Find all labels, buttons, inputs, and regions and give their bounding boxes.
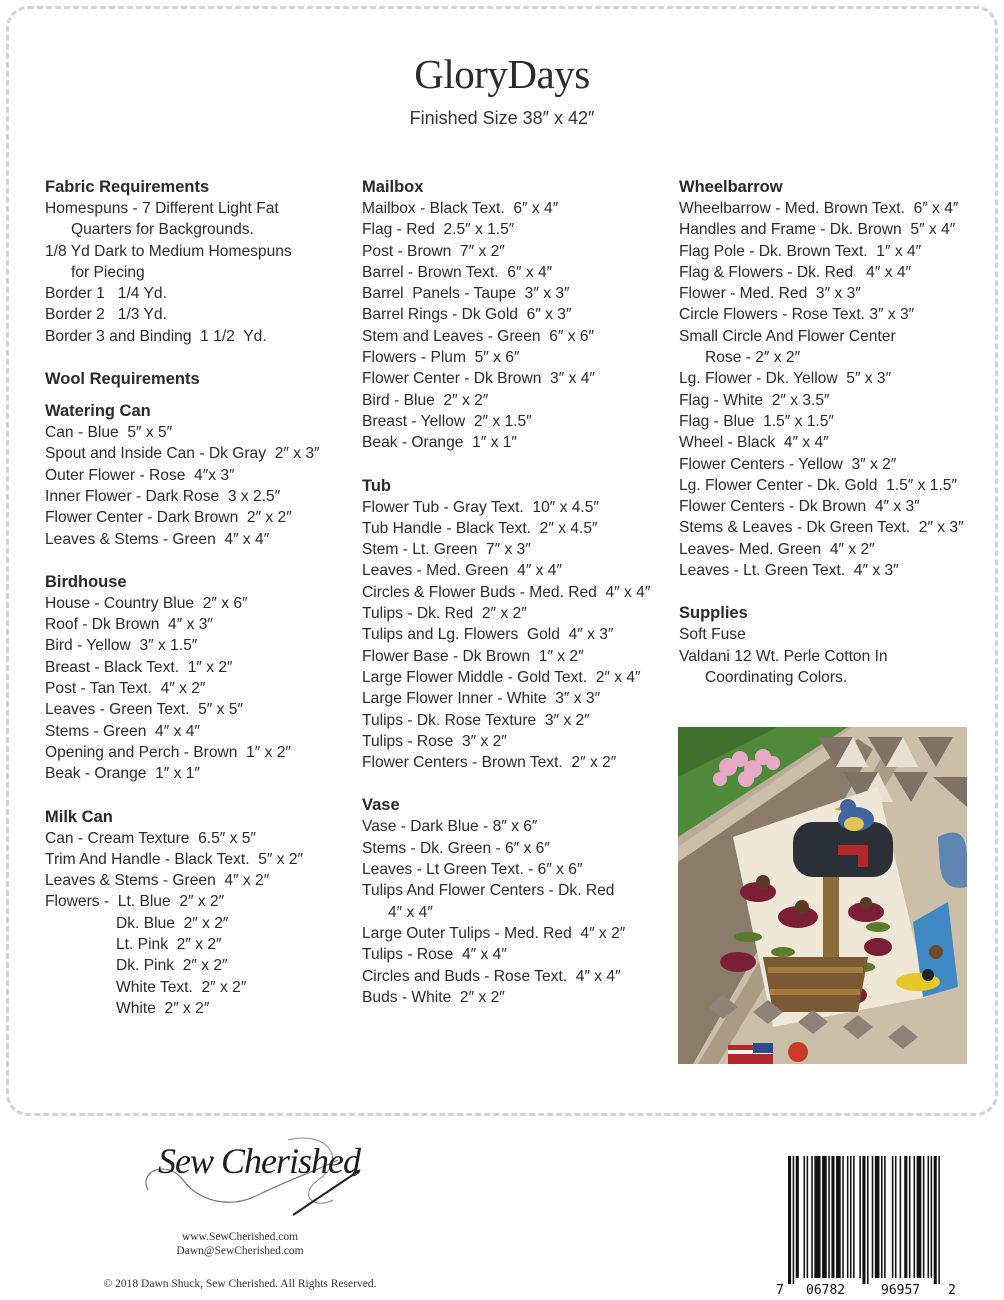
requirement-line: Large Outer Tulips - Med. Red 4″ x 2″: [362, 924, 626, 942]
pattern-title: GloryDays: [414, 51, 590, 97]
barcode-bar: [796, 1156, 799, 1278]
requirement-line: Stems & Leaves - Dk Green Text. 2″ x 3″: [679, 519, 964, 537]
barcode-digits-right: 96957: [881, 1283, 921, 1296]
requirement-line: Flowers - Lt. Blue 2″ x 2″: [45, 893, 225, 911]
barcode-bar: [904, 1156, 907, 1278]
requirement-line: Tulips And Flower Centers - Dk. Red: [362, 882, 615, 900]
requirement-line: Stem - Lt. Green 7″ x 3″: [362, 541, 531, 559]
section-heading: Fabric Requirements: [45, 178, 210, 196]
barcode-bar: [931, 1156, 933, 1278]
barcode-digits-check: 2: [948, 1283, 956, 1296]
requirement-line: Barrel Rings - Dk Gold 6″ x 3″: [362, 306, 572, 324]
upc-barcode: [776, 1156, 996, 1296]
requirement-line: Wheelbarrow - Med. Brown Text. 6″ x 4″: [679, 200, 959, 217]
barcode-bar: [917, 1156, 922, 1278]
requirement-line: Flower Tub - Gray Text. 10″ x 4.5″: [362, 498, 599, 516]
section-heading: Birdhouse: [45, 572, 127, 591]
requirement-line: Circle Flowers - Rose Text. 3″ x 3″: [679, 306, 915, 324]
requirement-line: Border 2 1/3 Yd.: [45, 306, 167, 324]
requirement-line: Wheel - Black 4″ x 4″: [679, 434, 829, 452]
requirement-line: Flower Center - Dk Brown 3″ x 4″: [362, 370, 595, 388]
requirement-line: Leaves - Lt Green Text. - 6″ x 6″: [362, 861, 583, 879]
barcode-bars: [776, 1156, 996, 1296]
section-birdhouse: [45, 571, 355, 785]
barcode-bar: [859, 1156, 861, 1278]
requirement-line: Spout and Inside Can - Dk Gray 2″ x 3″: [45, 445, 320, 463]
column-right: [679, 176, 989, 709]
requirement-line: Coordinating Colors.: [705, 668, 848, 686]
logo-text: Sew Cherished: [158, 1141, 360, 1181]
requirement-line: Leaves - Lt. Green Text. 4″ x 3″: [679, 562, 899, 580]
section-heading: Wool Requirements: [45, 370, 200, 389]
barcode-digits-left: 06782: [806, 1283, 846, 1296]
copyright-notice: © 2018 Dawn Shuck, Sew Cherished. All Rights Reserved.: [103, 1278, 377, 1290]
barcode-bar: [867, 1156, 869, 1284]
requirement-line: Border 1 1/4 Yd.: [45, 285, 167, 303]
requirement-line: Lg. Flower - Dk. Yellow 5″ x 3″: [679, 370, 892, 388]
requirement-line: Flag - White 2″ x 3.5″: [679, 391, 830, 409]
requirement-line: Roof - Dk Brown 4″ x 3″: [45, 616, 213, 634]
barcode-bar: [828, 1156, 830, 1278]
requirement-line: Large Flower Middle - Gold Text. 2″ x 4″: [362, 668, 641, 686]
website-link[interactable]: www.SewCherished.com: [181, 1231, 299, 1243]
barcode-bar: [807, 1156, 809, 1278]
barcode-bar: [836, 1156, 841, 1278]
requirement-line: Breast - Black Text. 1″ x 2″: [45, 658, 233, 676]
requirement-line: for Piecing: [71, 263, 145, 281]
requirement-line: 1/8 Yd Dark to Medium Homespuns: [45, 242, 292, 260]
requirement-line: House - Country Blue 2″ x 6″: [45, 594, 248, 612]
requirement-line: Leaves & Stems - Green 4″ x 4″: [45, 530, 270, 548]
requirement-line: Homespuns - 7 Different Light Fat: [45, 200, 279, 217]
barcode-bar: [850, 1156, 852, 1278]
barcode-bar: [900, 1156, 902, 1278]
requirement-line: Post - Tan Text. 4″ x 2″: [45, 680, 206, 698]
section-heading: Wheelbarrow: [679, 178, 783, 196]
requirement-line: Lg. Flower Center - Dk. Gold 1.5″ x 1.5″: [679, 476, 957, 494]
requirement-line: Flag - Red 2.5″ x 1.5″: [362, 221, 515, 239]
barcode-bar: [793, 1156, 795, 1284]
barcode-bar: [814, 1156, 820, 1278]
quilt-photo-illustration: [678, 727, 967, 1064]
finished-size: Finished Size 38″ x 42″: [409, 108, 595, 128]
section-subheading: Watering Can: [45, 402, 151, 421]
requirement-line: 4″ x 4″: [388, 903, 433, 921]
section-tub: [362, 475, 672, 774]
requirement-line: White 2″ x 2″: [116, 999, 210, 1017]
section-wool-requirements: [45, 368, 355, 550]
requirement-line: Inner Flower - Dark Rose 3 x 2.5″: [45, 487, 281, 505]
requirement-line: Flag & Flowers - Dk. Red 4″ x 4″: [679, 263, 912, 281]
requirement-line: Tub Handle - Black Text. 2″ x 4.5″: [362, 519, 598, 537]
section-heading: Mailbox: [362, 178, 424, 196]
barcode-bar: [804, 1156, 806, 1278]
barcode-bar: [872, 1156, 874, 1278]
section-vase: [362, 794, 672, 1008]
requirement-line: Flower - Med. Red 3″ x 3″: [679, 285, 861, 303]
column-left: [45, 176, 355, 1040]
requirement-line: Bird - Blue 2″ x 2″: [362, 391, 489, 409]
requirement-line: Post - Brown 7″ x 2″: [362, 242, 505, 260]
barcode-bar: [853, 1156, 855, 1278]
requirement-line: Flag Pole - Dk. Brown Text. 1″ x 4″: [679, 242, 922, 260]
requirement-line: Circles & Flower Buds - Med. Red 4″ x 4″: [362, 583, 651, 601]
requirement-line: Tulips - Rose 3″ x 2″: [362, 732, 507, 750]
requirement-line: Lt. Pink 2″ x 2″: [116, 936, 222, 954]
requirement-line: Mailbox - Black Text. 6″ x 4″: [362, 200, 559, 217]
section-heading: Tub: [362, 476, 392, 495]
requirement-line: Barrel - Brown Text. 6″ x 4″: [362, 263, 553, 281]
requirement-line: Valdani 12 Wt. Perle Cotton In: [679, 647, 888, 665]
section-supplies: [679, 602, 989, 688]
barcode-bar: [811, 1156, 813, 1278]
requirement-line: Outer Flower - Rose 4″x 3″: [45, 466, 235, 484]
barcode-bar: [881, 1156, 883, 1278]
sew-cherished-logo: [138, 1130, 368, 1220]
barcode-bar: [831, 1156, 834, 1278]
barcode-bar: [895, 1156, 897, 1278]
requirement-line: Flower Center - Dark Brown 2″ x 2″: [45, 509, 292, 527]
requirement-line: Flower Centers - Yellow 3″ x 2″: [679, 455, 897, 473]
requirement-line: Can - Cream Texture 6.5″ x 5″: [45, 829, 256, 847]
requirement-line: Tulips and Lg. Flowers Gold 4″ x 3″: [362, 626, 614, 644]
requirement-line: Trim And Handle - Black Text. 5″ x 2″: [45, 850, 304, 868]
barcode-bar: [847, 1156, 849, 1278]
requirement-line: Rose - 2″ x 2″: [705, 349, 801, 367]
requirement-line: Quarters for Backgrounds.: [71, 221, 254, 239]
column-middle: [362, 176, 672, 1029]
barcode-digits-first: 7: [776, 1283, 784, 1296]
requirement-line: Flower Centers - Dk Brown 4″ x 3″: [679, 498, 920, 516]
requirement-line: Tulips - Dk. Rose Texture 3″ x 2″: [362, 711, 590, 729]
requirement-line: Can - Blue 5″ x 5″: [45, 424, 173, 442]
requirement-line: Barrel Panels - Taupe 3″ x 3″: [362, 285, 570, 303]
barcode-bar: [934, 1156, 937, 1284]
requirement-line: Circles and Buds - Rose Text. 4″ x 4″: [362, 967, 621, 985]
requirement-line: Beak - Orange 1″ x 1″: [45, 765, 200, 783]
requirement-line: Small Circle And Flower Center: [679, 327, 896, 345]
section-milk-can: [45, 806, 355, 1020]
requirement-line: Stem and Leaves - Green 6″ x 6″: [362, 327, 595, 345]
requirement-line: Bird - Yellow 3″ x 1.5″: [45, 637, 198, 655]
requirement-line: Flower Centers - Brown Text. 2″ x 2″: [362, 754, 617, 772]
section-fabric-requirements: [45, 176, 355, 347]
requirement-line: Buds - White 2″ x 2″: [362, 988, 505, 1006]
requirement-line: Breast - Yellow 2″ x 1.5″: [362, 412, 532, 430]
requirement-line: Leaves - Med. Green 4″ x 4″: [362, 562, 562, 580]
barcode-bar: [875, 1156, 880, 1278]
requirement-line: Leaves- Med. Green 4″ x 2″: [679, 540, 875, 558]
barcode-bar: [923, 1156, 925, 1278]
barcode-bar: [928, 1156, 930, 1278]
requirement-line: Flower Base - Dk Brown 1″ x 2″: [362, 647, 584, 665]
requirement-line: Soft Fuse: [679, 626, 746, 644]
requirement-line: Leaves - Green Text. 5″ x 5″: [45, 701, 243, 719]
requirement-line: Leaves & Stems - Green 4″ x 2″: [45, 872, 270, 890]
barcode-bar: [914, 1156, 916, 1278]
requirement-line: Opening and Perch - Brown 1″ x 2″: [45, 743, 291, 761]
requirement-line: Beak - Orange 1″ x 1″: [362, 434, 517, 452]
barcode-bar: [892, 1156, 894, 1278]
barcode-bar: [822, 1156, 827, 1278]
requirement-line: Border 3 and Binding 1 1/2 Yd.: [45, 327, 267, 345]
requirement-line: Handles and Frame - Dk. Brown 5″ x 4″: [679, 221, 956, 239]
requirement-line: Stems - Green 4″ x 4″: [45, 722, 200, 740]
barcode-bar: [884, 1156, 886, 1278]
requirement-line: Tulips - Dk. Red 2″ x 2″: [362, 605, 527, 623]
requirement-line: Dk. Pink 2″ x 2″: [116, 957, 228, 975]
requirement-line: Flowers - Plum 5″ x 6″: [362, 349, 520, 367]
requirement-line: Flag - Blue 1.5″ x 1.5″: [679, 412, 834, 430]
requirement-line: Stems - Dk. Green - 6″ x 6″: [362, 839, 550, 857]
section-heading: Vase: [362, 796, 400, 815]
barcode-bar: [909, 1156, 911, 1278]
email-link[interactable]: Dawn@SewCherished.com: [176, 1245, 304, 1257]
section-heading: Supplies: [679, 604, 748, 623]
section-heading: Milk Can: [45, 807, 113, 826]
barcode-bar: [862, 1156, 865, 1284]
quilt-photo: [678, 727, 967, 1064]
section-mailbox: [362, 176, 672, 454]
barcode-bar: [842, 1156, 844, 1278]
barcode-bar: [788, 1156, 791, 1284]
requirement-line: Dk. Blue 2″ x 2″: [116, 914, 229, 932]
barcode-bar: [938, 1156, 940, 1284]
requirement-line: Large Flower Inner - White 3″ x 3″: [362, 690, 601, 708]
requirement-line: Tulips - Rose 4″ x 4″: [362, 946, 507, 964]
requirement-line: Vase - Dark Blue - 8″ x 6″: [362, 818, 538, 836]
section-wheelbarrow: [679, 176, 989, 581]
requirement-line: White Text. 2″ x 2″: [116, 978, 247, 996]
